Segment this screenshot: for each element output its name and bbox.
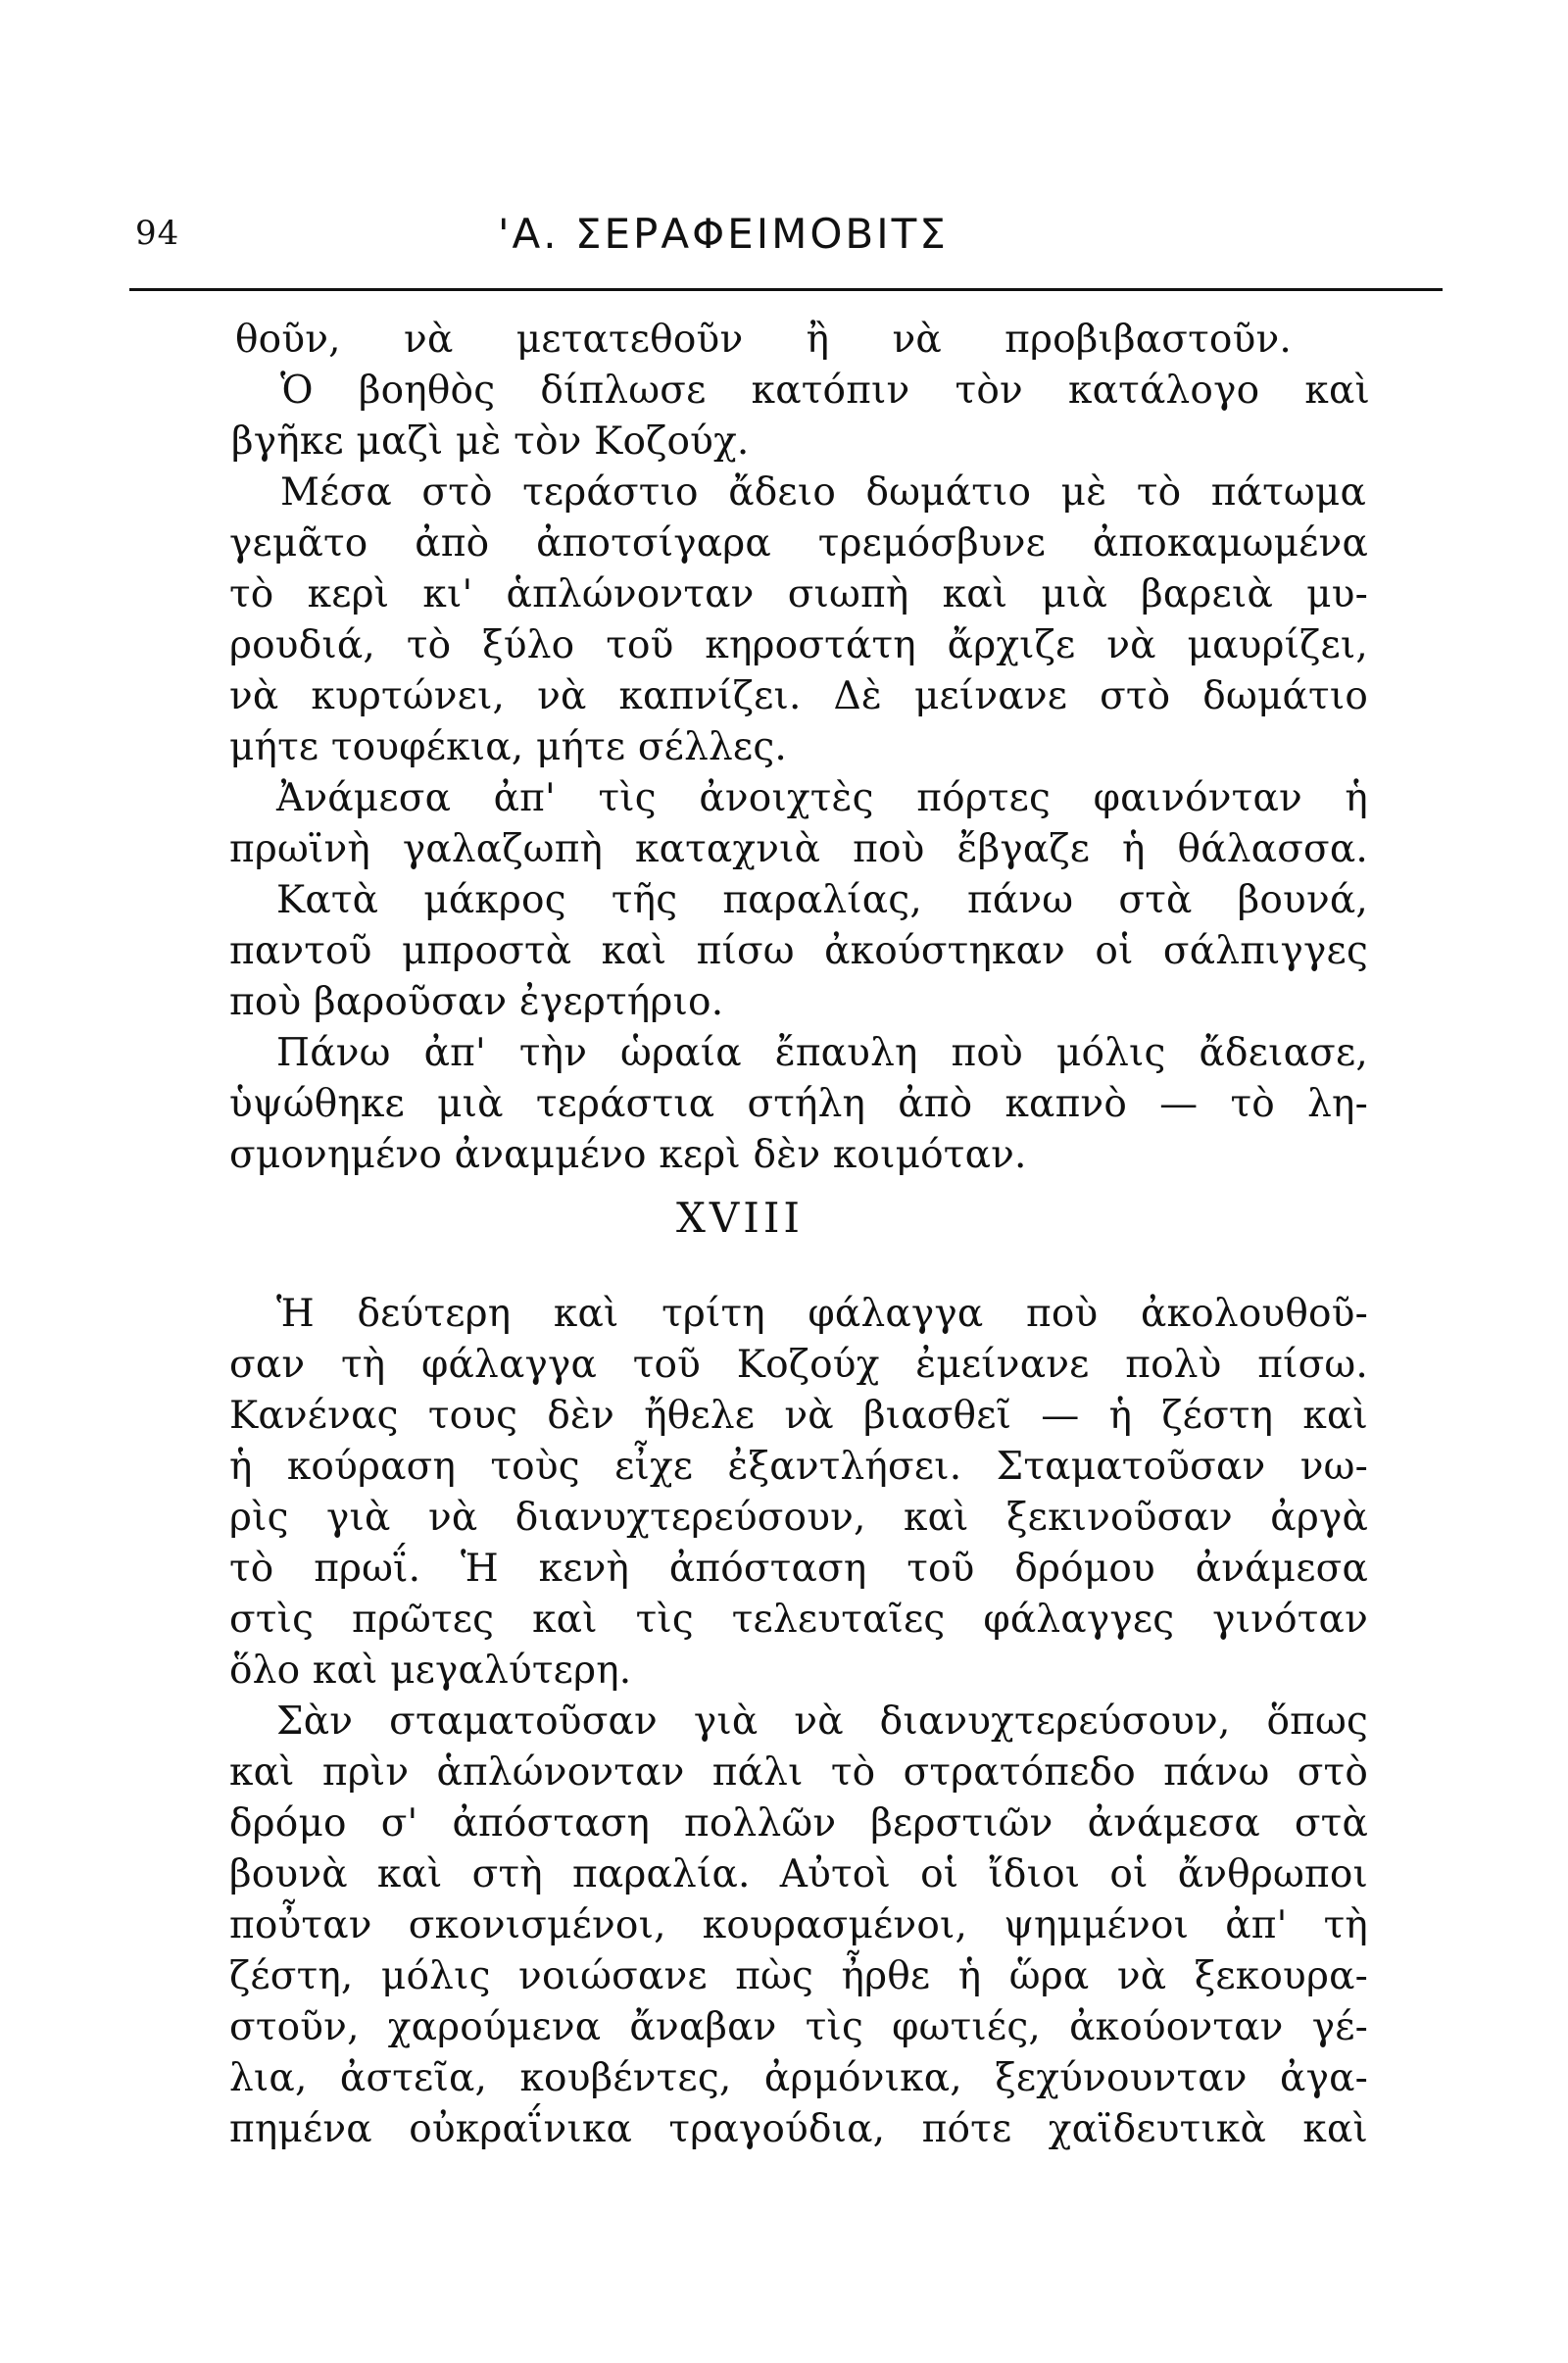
text-line: παντοῦ μπροστὰ καὶ πίσω ἀκούστηκαν οἱ σάλπιγγες [229, 929, 1368, 973]
text-line: λια, ἀστεῖα, κουβέντες, ἀρμόνικα, ξεχύνουνταν ἀγα- [229, 2056, 1368, 2100]
text-line: δρόμο σ' ἀπόσταση πολλῶν βερστιῶν ἀνάμεσα στὰ [229, 1801, 1368, 1846]
page-number: 94 [135, 214, 180, 253]
text-line: Σὰν σταματοῦσαν γιὰ νὰ διανυχτερεύσουν, ὅπως [276, 1699, 1368, 1744]
text-line: Κανένας τους δὲν ἤθελε νὰ βιασθεῖ — ἡ ζέστη καὶ [229, 1394, 1368, 1438]
chapter-heading: XVIII [676, 1194, 805, 1242]
running-title: 'Α. ΣΕΡΑΦΕΙΜΟΒΙΤΣ [498, 210, 949, 258]
text-line: καὶ πρὶν ἁπλώνονταν πάλι τὸ στρατόπεδο πάνω στὸ [229, 1750, 1368, 1795]
text-line: ποὖταν σκονισμένοι, κουρασμένοι, ψημμένοι ἀπ' τὴ [229, 1903, 1368, 1947]
text-line: στοῦν, χαρούμενα ἄναβαν τὶς φωτιές, ἀκούονταν γέ- [229, 2005, 1368, 2049]
page-header [129, 202, 1443, 271]
text-line: μήτε τουφέκια, μήτε σέλλες. [229, 725, 787, 769]
text-line: ποὺ βαροῦσαν ἐγερτήριο. [229, 980, 724, 1024]
text-line: ὅλο καὶ μεγαλύτερη. [229, 1649, 632, 1693]
text-line: πρωϊνὴ γαλαζωπὴ καταχνιὰ ποὺ ἔβγαζε ἡ θάλασσα. [229, 827, 1368, 871]
text-line: Πάνω ἀπ' τὴν ὡραία ἔπαυλη ποὺ μόλις ἄδειασε, [276, 1031, 1368, 1075]
text-line: πημένα οὐκραΐνικα τραγούδια, πότε χαϊδευτικὰ καὶ [229, 2107, 1368, 2151]
text-line: τὸ κερὶ κι' ἁπλώνονταν σιωπὴ καὶ μιὰ βαρειὰ μυ- [229, 572, 1368, 616]
text-line: Ἡ δεύτερη καὶ τρίτη φάλαγγα ποὺ ἀκολουθοῦ- [276, 1292, 1368, 1336]
text-line: ζέστη, μόλις νοιώσανε πὼς ἦρθε ἡ ὥρα νὰ ξεκουρα- [229, 1954, 1368, 1998]
text-line: γεμᾶτο ἀπὸ ἀποτσίγαρα τρεμόσβυνε ἀποκαμωμένα [229, 521, 1368, 566]
text-line: ρὶς γιὰ νὰ διανυχτερεύσουν, καὶ ξεκινοῦσαν ἀργὰ [229, 1496, 1368, 1540]
text-line: βγῆκε μαζὶ μὲ τὸν Κοζούχ. [231, 419, 750, 464]
text-line: ἡ κούραση τοὺς εἶχε ἐξαντλήσει. Σταματοῦσαν νω- [229, 1445, 1368, 1489]
text-line: σμονημένο ἀναμμένο κερὶ δὲν κοιμόταν. [229, 1133, 1027, 1177]
text-line: νὰ κυρτώνει, νὰ καπνίζει. Δὲ μείνανε στὸ δωμάτιο [229, 674, 1368, 718]
text-line: Ἀνάμεσα ἀπ' τὶς ἀνοιχτὲς πόρτες φαινόνταν ἡ [276, 776, 1368, 820]
text-line: Κατὰ μάκρος τῆς παραλίας, πάνω στὰ βουνά, [276, 878, 1368, 922]
text-line: στὶς πρῶτες καὶ τὶς τελευταῖες φάλαγγες γινόταν [229, 1598, 1368, 1642]
header-rule [129, 288, 1443, 291]
text-line: ὑψώθηκε μιὰ τεράστια στήλη ἀπὸ καπνὸ — τὸ λη- [229, 1082, 1368, 1126]
text-line: Ὁ βοηθὸς δίπλωσε κατόπιν τὸν κατάλογο καὶ [280, 369, 1370, 413]
text-line: σαν τὴ φάλαγγα τοῦ Κοζούχ ἐμείνανε πολὺ πίσω. [229, 1343, 1368, 1387]
text-line: τὸ πρωΐ. Ἡ κενὴ ἀπόσταση τοῦ δρόμου ἀνάμεσα [229, 1547, 1368, 1591]
text-line: βουνὰ καὶ στὴ παραλία. Αὐτοὶ οἱ ἴδιοι οἱ ἄνθρωποι [229, 1852, 1368, 1896]
text-line: θοῦν, νὰ μετατεθοῦν ἢ νὰ προβιβαστοῦν. [235, 318, 1292, 362]
text-line: ρουδιά, τὸ ξύλο τοῦ κηροστάτη ἄρχιζε νὰ μαυρίζει, [229, 623, 1368, 667]
text-line: Μέσα στὸ τεράστιο ἄδειο δωμάτιο μὲ τὸ πάτωμα [280, 470, 1366, 515]
